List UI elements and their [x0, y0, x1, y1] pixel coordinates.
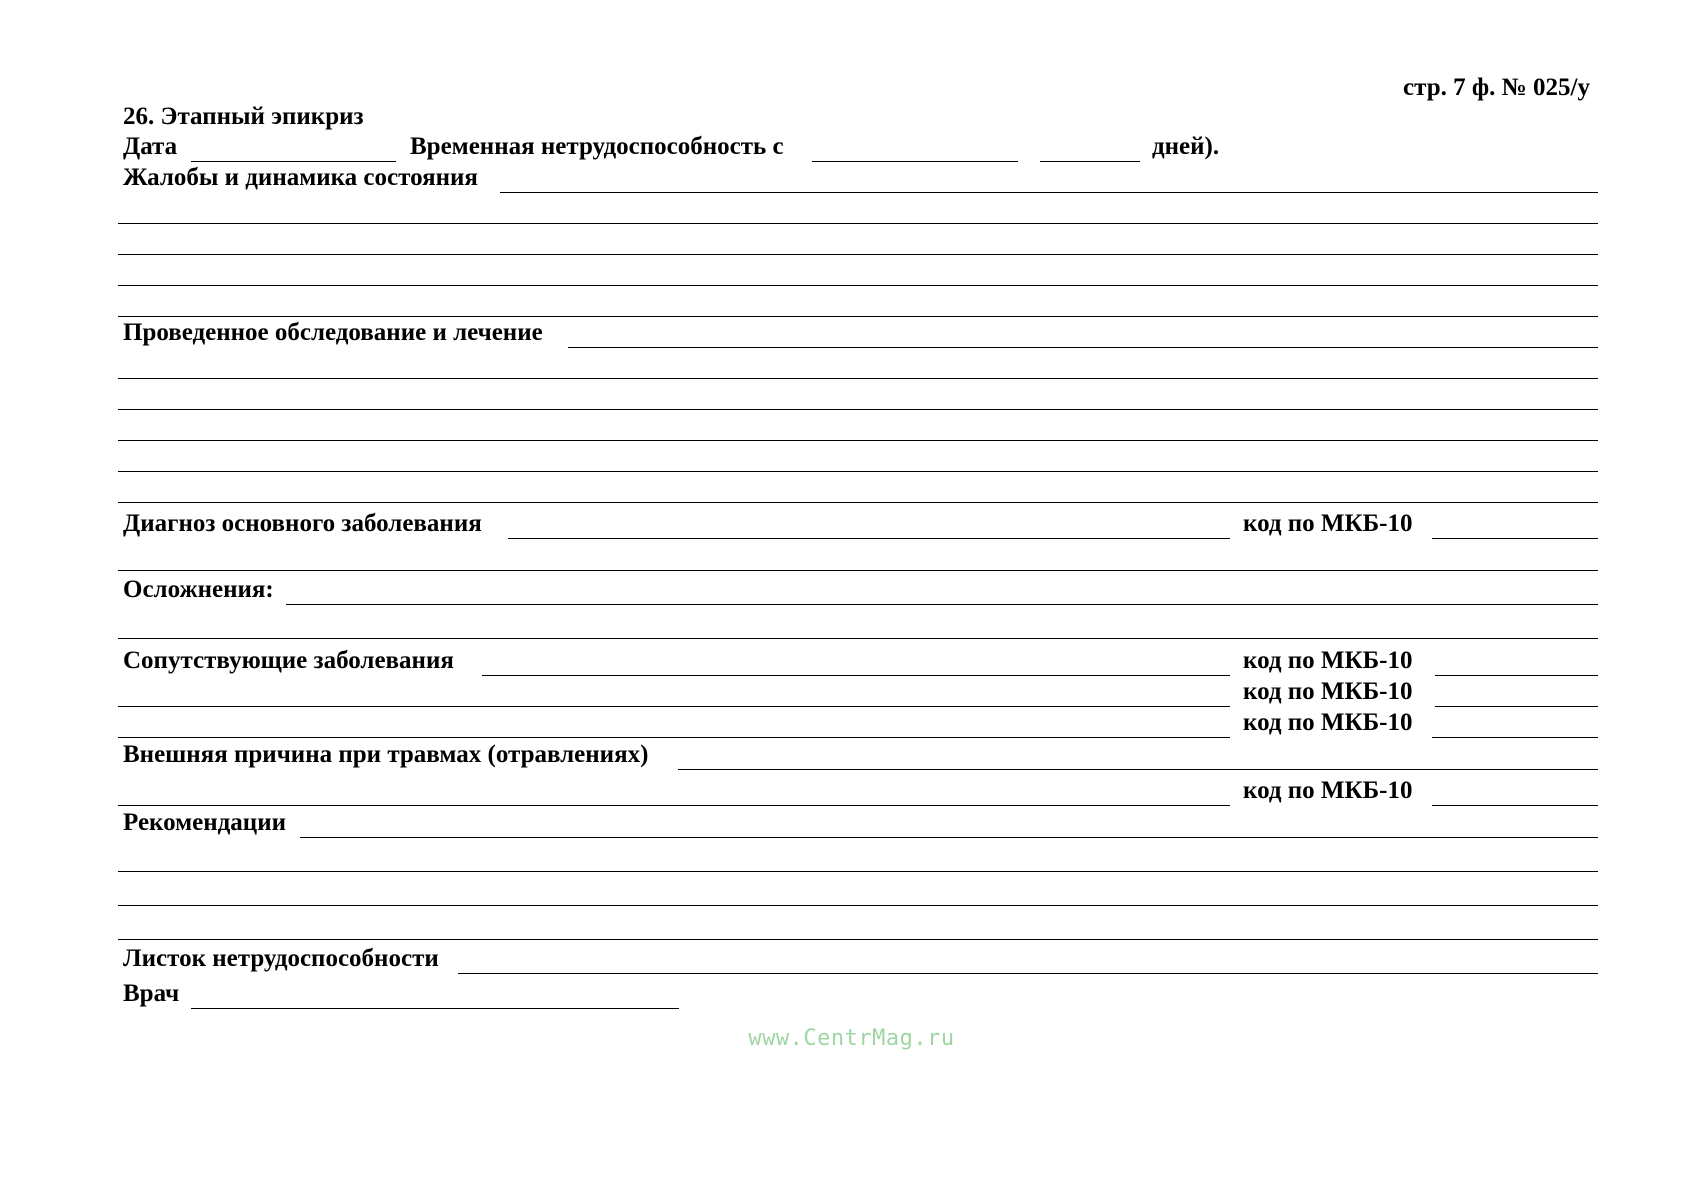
- recommendations-line-3[interactable]: [118, 905, 1598, 906]
- comorbid-label: Сопутствующие заболевания: [123, 647, 454, 674]
- temp-disability-label: Временная нетрудоспособность с: [410, 133, 784, 160]
- comorbid-field[interactable]: [482, 675, 1230, 676]
- diagnosis-icd-label: код по МКБ-10: [1243, 510, 1413, 537]
- exam-label: Проведенное обследование и лечение: [123, 319, 543, 346]
- diagnosis-line-2[interactable]: [118, 570, 1598, 571]
- complaints-line-3[interactable]: [118, 254, 1598, 255]
- temp-disability-days-field[interactable]: [1040, 161, 1140, 162]
- doctor-field[interactable]: [191, 1008, 679, 1009]
- external-cause-label: Внешняя причина при травмах (отравлениях): [123, 741, 649, 768]
- comorbid-icd-label-3: код по МКБ-10: [1243, 709, 1413, 736]
- complaints-field[interactable]: [500, 192, 1598, 193]
- exam-line-5[interactable]: [118, 471, 1598, 472]
- recommendations-field[interactable]: [300, 837, 1598, 838]
- exam-line-6[interactable]: [118, 502, 1598, 503]
- exam-line-2[interactable]: [118, 378, 1598, 379]
- section-title: 26. Этапный эпикриз: [123, 103, 364, 130]
- comorbid-icd-label-2: код по МКБ-10: [1243, 678, 1413, 705]
- complaints-label: Жалобы и динамика состояния: [123, 164, 478, 191]
- recommendations-line-4[interactable]: [118, 939, 1598, 940]
- external-cause-field[interactable]: [678, 769, 1598, 770]
- complications-field[interactable]: [286, 604, 1598, 605]
- sick-leave-field[interactable]: [458, 973, 1598, 974]
- comorbid-line-2[interactable]: [118, 706, 1230, 707]
- comorbid-icd-field-3[interactable]: [1432, 737, 1598, 738]
- days-label: дней).: [1152, 133, 1220, 160]
- temp-disability-from-field[interactable]: [812, 161, 1018, 162]
- complications-line-2[interactable]: [118, 638, 1598, 639]
- doctor-label: Врач: [123, 980, 180, 1007]
- complications-label: Осложнения:: [123, 576, 274, 603]
- sick-leave-label: Листок нетрудоспособности: [123, 945, 439, 972]
- complaints-line-5[interactable]: [118, 316, 1598, 317]
- date-label: Дата: [123, 133, 178, 160]
- complaints-line-2[interactable]: [118, 223, 1598, 224]
- exam-field[interactable]: [568, 347, 1598, 348]
- external-cause-icd-field[interactable]: [1432, 805, 1598, 806]
- exam-line-3[interactable]: [118, 409, 1598, 410]
- date-field[interactable]: [191, 161, 396, 162]
- page-reference: стр. 7 ф. № 025/у: [1403, 74, 1590, 101]
- comorbid-icd-field-1[interactable]: [1435, 675, 1598, 676]
- exam-line-4[interactable]: [118, 440, 1598, 441]
- diagnosis-label: Диагноз основного заболевания: [123, 510, 482, 537]
- diagnosis-field[interactable]: [508, 538, 1230, 539]
- comorbid-line-3[interactable]: [118, 737, 1230, 738]
- external-cause-line-2[interactable]: [118, 805, 1230, 806]
- complaints-line-4[interactable]: [118, 285, 1598, 286]
- comorbid-icd-label-1: код по МКБ-10: [1243, 647, 1413, 674]
- watermark: www.CentrMag.ru: [748, 1026, 955, 1051]
- recommendations-label: Рекомендации: [123, 809, 287, 836]
- comorbid-icd-field-2[interactable]: [1435, 706, 1598, 707]
- diagnosis-icd-field[interactable]: [1432, 538, 1598, 539]
- recommendations-line-2[interactable]: [118, 871, 1598, 872]
- external-cause-icd-label: код по МКБ-10: [1243, 777, 1413, 804]
